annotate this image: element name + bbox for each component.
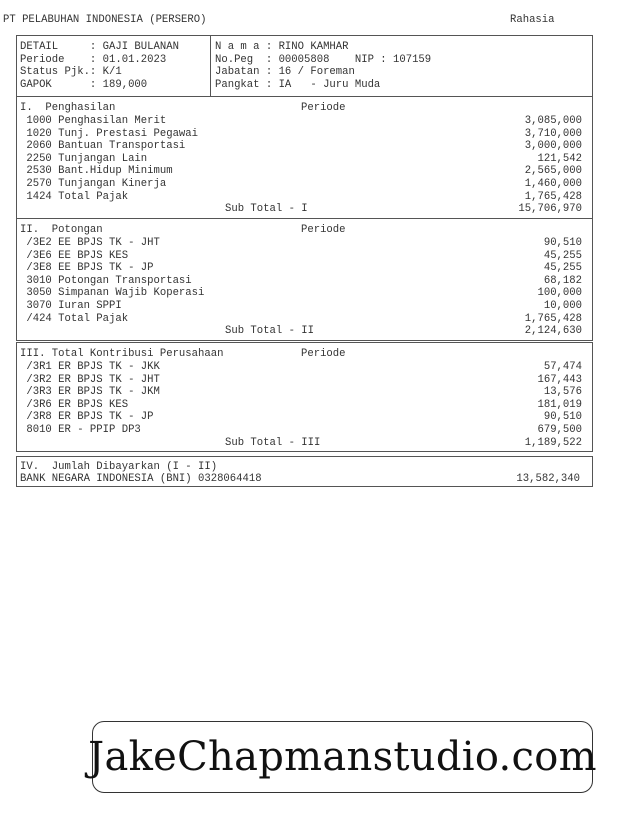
line-item (20, 115, 582, 128)
subtotal-row (20, 325, 582, 338)
line-item-label: 2570 Tunjangan Kinerja (20, 177, 167, 190)
line-item-amount: 90,510 (543, 411, 582, 424)
bank-account: BANK NEGARA INDONESIA (BNI) 0328064418 (20, 473, 262, 485)
pay-detail-block (17, 36, 211, 96)
rank-line: Pangkat : IA - Juru Muda (215, 78, 381, 91)
subtotal-row (20, 437, 582, 450)
line-item-label: /3R2 ER BPJS TK - JHT (20, 373, 160, 386)
line-item-label: 3070 Iuran SPPI (20, 299, 122, 312)
line-item (20, 374, 582, 387)
line-item-amount: 679,500 (537, 423, 582, 436)
employee-number-line: No.Peg : 00005808 NIP : 107159 (215, 53, 432, 66)
line-item-amount: 3,000,000 (524, 140, 582, 153)
tax-status-line: Status Pjk.: K/1 (20, 66, 122, 79)
watermark-logo: JakeChapmanstudio.com (92, 721, 593, 793)
line-item (20, 178, 582, 191)
line-item-label: /3E6 EE BPJS KES (20, 249, 129, 262)
line-item-amount: 2,565,000 (524, 165, 582, 178)
line-item (20, 361, 582, 374)
line-item-label: 3010 Potongan Transportasi (20, 274, 192, 287)
line-item-label: 2530 Bant.Hidup Minimum (20, 165, 173, 178)
line-item-label: 1424 Total Pajak (20, 190, 129, 203)
line-item (20, 411, 582, 424)
line-item (20, 424, 582, 437)
line-item-label: 2060 Bantuan Transportasi (20, 140, 186, 153)
line-items (20, 361, 582, 449)
line-item-amount: 57,474 (543, 361, 582, 373)
line-item-label: /3E8 EE BPJS TK - JP (20, 262, 154, 275)
subtotal-row (20, 203, 582, 216)
line-item-label: /3E2 EE BPJS TK - JHT (20, 237, 160, 249)
line-item (20, 300, 582, 313)
line-item (20, 140, 582, 153)
line-item-amount: 1,765,428 (524, 312, 582, 325)
subtotal-label: Sub Total - I (225, 203, 308, 216)
line-item (20, 191, 582, 204)
section-title: I. Penghasilan (20, 102, 116, 114)
line-item (20, 237, 582, 250)
periode-column-label: Periode (301, 102, 346, 114)
line-item-label: /3R8 ER BPJS TK - JP (20, 411, 154, 424)
subtotal-label: Sub Total - II (225, 325, 315, 338)
company-contribution-section (16, 342, 593, 452)
line-item-amount: 45,255 (543, 249, 582, 262)
line-item-label: /3R6 ER BPJS KES (20, 398, 129, 411)
position-line: Jabatan : 16 / Foreman (215, 66, 355, 79)
line-item (20, 262, 582, 275)
base-salary-line: GAPOK : 189,000 (20, 78, 148, 91)
line-item-label: /3R1 ER BPJS TK - JKK (20, 361, 160, 373)
line-item (20, 386, 582, 399)
line-item-amount: 13,576 (543, 386, 582, 399)
subtotal-amount: 1,189,522 (524, 436, 582, 449)
periode-column-label: Periode (301, 224, 346, 236)
subtotal-label: Sub Total - III (225, 436, 321, 449)
line-item-amount: 3,710,000 (524, 127, 582, 140)
line-item (20, 287, 582, 300)
line-item (20, 165, 582, 178)
confidential-label: Rahasia (510, 14, 555, 26)
line-item (20, 399, 582, 412)
line-item (20, 250, 582, 263)
deduction-section (16, 218, 593, 341)
employee-header (16, 35, 593, 97)
line-items (20, 237, 582, 338)
line-item-label: 3050 Simpanan Wajib Koperasi (20, 287, 205, 300)
line-item-amount: 10,000 (543, 299, 582, 312)
line-item-label: /3R3 ER BPJS TK - JKM (20, 386, 160, 399)
line-item-amount: 100,000 (537, 287, 582, 300)
section-title: II. Potongan (20, 224, 103, 236)
detail-line: DETAIL : GAJI BULANAN (20, 41, 179, 53)
subtotal-amount: 15,706,970 (518, 203, 582, 216)
company-name: PT PELABUHAN INDONESIA (PERSERO) (3, 14, 207, 26)
line-item (20, 128, 582, 141)
net-pay-section (16, 456, 593, 487)
line-items (20, 115, 582, 216)
net-pay-amount: 13,582,340 (516, 473, 580, 485)
period-line: Periode : 01.01.2023 (20, 53, 167, 66)
line-item-label: 2250 Tunjangan Lain (20, 152, 148, 165)
name-line: N a m a : RINO KAMHAR (215, 41, 349, 53)
line-item (20, 153, 582, 166)
section-title: III. Total Kontribusi Perusahaan (20, 348, 224, 360)
line-item-label: /424 Total Pajak (20, 312, 129, 325)
line-item-amount: 68,182 (543, 274, 582, 287)
line-item-amount: 90,510 (543, 237, 582, 249)
line-item (20, 275, 582, 288)
employee-info-block (212, 36, 431, 91)
net-pay-title: IV. Jumlah Dibayarkan (I - II) (20, 461, 218, 473)
subtotal-amount: 2,124,630 (524, 325, 582, 338)
periode-column-label: Periode (301, 348, 346, 360)
line-item-label: 1000 Penghasilan Merit (20, 115, 167, 127)
line-item (20, 313, 582, 326)
line-item-amount: 1,460,000 (524, 177, 582, 190)
line-item-label: 8010 ER - PPIP DP3 (20, 423, 141, 436)
line-item-amount: 181,019 (537, 398, 582, 411)
line-item-amount: 45,255 (543, 262, 582, 275)
line-item-amount: 1,765,428 (524, 190, 582, 203)
line-item-amount: 3,085,000 (524, 115, 582, 127)
line-item-label: 1020 Tunj. Prestasi Pegawai (20, 127, 199, 140)
line-item-amount: 121,542 (537, 152, 582, 165)
line-item-amount: 167,443 (537, 373, 582, 386)
income-section (16, 96, 593, 219)
